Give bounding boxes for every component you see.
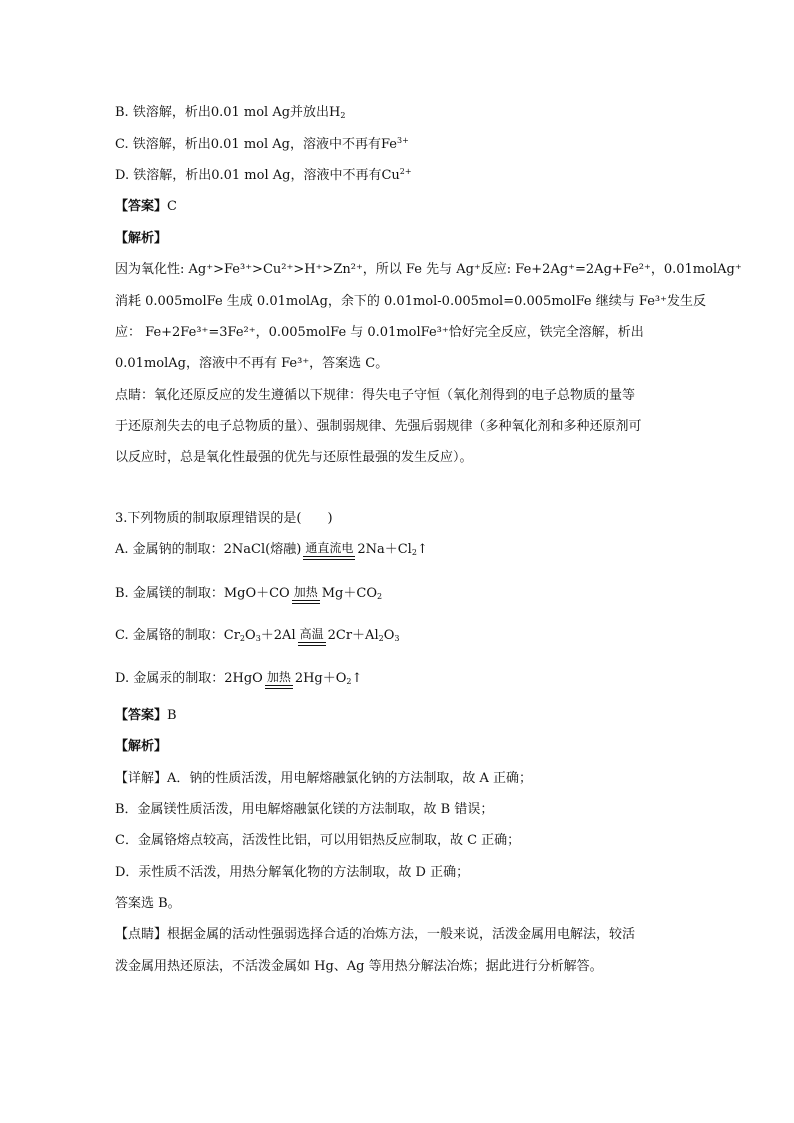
- reaction-condition: 高温: [298, 627, 326, 646]
- q2-analysis-line-1: 因为氧化性: Ag⁺>Fe³⁺>Cu²⁺>H⁺>Zn²⁺，所以 Fe 先与 Ag⁺反应: Fe+2Ag⁺=2Ag+Fe²⁺，0.01molAg⁺: [115, 262, 742, 277]
- q2-analysis-line-3: 应： Fe+2Fe³⁺=3Fe²⁺，0.005molFe 与 0.01molFe³⁺恰好完全反应，铁完全溶解，析出: [115, 325, 644, 340]
- q2-analysis-line-4: 0.01molAg，溶液中不再有 Fe³⁺，答案选 C。: [115, 356, 389, 371]
- q3-detail-line-3: C．金属铬熔点较高，活泼性比铝，可以用铝热反应制取，故 C 正确；: [115, 833, 521, 848]
- q3-detail-line-1: 【详解】A．钠的性质活泼，用电解熔融氯化钠的方法制取，故 A 正确；: [115, 771, 533, 786]
- q2-answer: 【答案】C: [115, 199, 177, 214]
- q3-option-a: A. 金属钠的制取：2NaCl(熔融) 通直流电 $2Na+Cl_2↑$: [115, 540, 428, 560]
- q2-analysis-line-2: 消耗 0.005molFe 生成 0.01molAg，余下的 0.01mol-0.005mol=0.005molFe 继续与 Fe³⁺发生反: [115, 294, 706, 309]
- q3-answer: 【答案】B: [115, 708, 177, 723]
- q2-tip-line-1: 点睛：氧化还原反应的发生遵循以下规律：得失电子守恒（氧化剂得到的电子总物质的量等: [115, 388, 636, 403]
- q3-detail-line-5: 答案选 B。: [115, 896, 181, 911]
- q2-option-d: D. 铁溶解，析出0.01 mol Ag，溶液中不再有$Cu^{2+}$: [115, 167, 412, 183]
- q3-stem: 3.下列物质的制取原理错误的是( ): [115, 511, 333, 526]
- q3-option-d: D. 金属汞的制取：2HgO 加热 $2Hg+O_2↑$: [115, 669, 362, 689]
- reaction-condition: 通直流电: [303, 541, 355, 560]
- q2-option-c: C. 铁溶解，析出0.01 mol Ag，溶液中不再有$Fe^{3+}$: [115, 136, 409, 152]
- q2-tip-line-2: 于还原剂失去的电子总物质的量）、强制弱规律、先强后弱规律（多种氧化剂和多种还原剂可: [115, 419, 642, 434]
- q3-analysis-label: 【解析】: [115, 739, 168, 754]
- q2-option-b: B. 铁溶解，析出0.01 mol Ag并放出$H_2$: [115, 105, 346, 120]
- q3-option-b: B. 金属镁的制取：MgO＋CO 加热 $Mg+CO_2$: [115, 584, 382, 604]
- q2-analysis-label: 【解析】: [115, 231, 168, 246]
- q3-tip-line-2: 泼金属用热还原法，不活泼金属如 Hg、Ag 等用热分解法冶炼；据此进行分析解答。: [115, 959, 603, 974]
- q2-tip-line-3: 以反应时，总是氧化性最强的优先与还原性最强的发生反应）。: [115, 450, 473, 465]
- reaction-condition: 加热: [292, 585, 320, 604]
- q3-detail-line-4: D．汞性质不活泼，用热分解氧化物的方法制取，故 D 正确；: [115, 865, 470, 880]
- q3-tip-line-1: 【点睛】根据金属的活动性强弱选择合适的冶炼方法，一般来说，活泼金属用电解法，较活: [115, 927, 636, 942]
- q3-detail-line-2: B．金属镁性质活泼，用电解熔融氯化镁的方法制取，故 B 错误；: [115, 802, 494, 817]
- q3-option-c: C. 金属铬的制取：$Cr_2O_3+2Al$ 高温 $2Cr+Al_2O_3$: [115, 626, 399, 646]
- reaction-condition: 加热: [265, 670, 293, 689]
